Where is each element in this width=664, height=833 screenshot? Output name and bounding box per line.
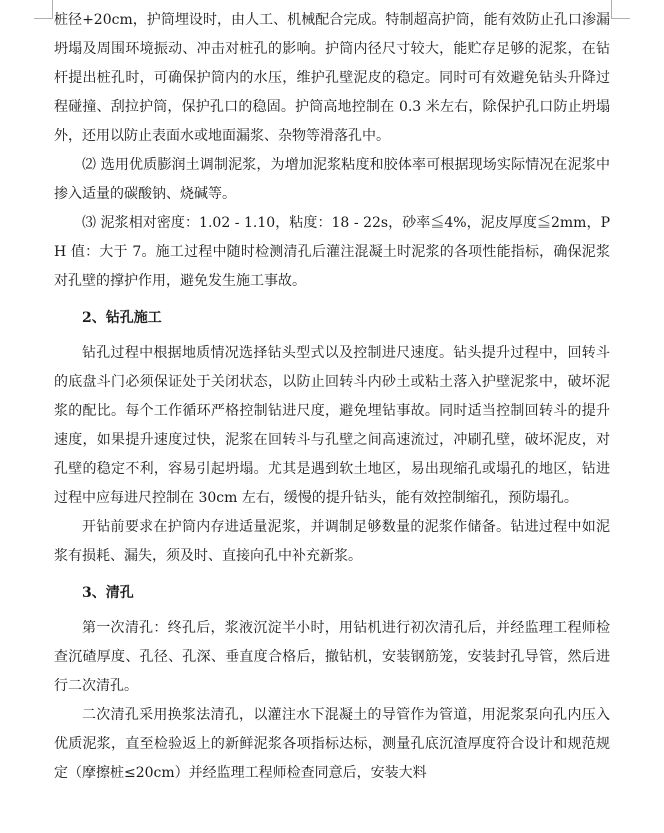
page-corner-mark-left bbox=[34, 0, 53, 19]
paragraph-bentonite-mud: ⑵ 选用优质膨润土调制泥浆，为增加泥浆粘度和胶体率可根据现场实际情况在泥浆中掺入适量的碳酸钠、烧碱等。 bbox=[54, 157, 610, 202]
section-heading-hole-cleaning: 3、清孔 bbox=[82, 585, 134, 601]
paragraph-mud-parameters: ⑶ 泥浆相对密度：1.02 - 1.10，粘度：18 - 22s，砂率≦4%，泥皮厚度≦2mm，PH 值：大于 7。施工过程中随时检测清孔后灌注混凝土时泥浆的各项性能指标，确保泥浆对孔壁的撑护作用，避免发生施工事故。 bbox=[54, 215, 610, 289]
paragraph-mud-reserve: 开钻前要求在护筒内存进适量泥浆，并调制足够数量的泥浆作储备。钻进过程中如泥浆有损耗、漏失，须及时、直接向孔中补充新浆。 bbox=[54, 519, 610, 564]
paragraph-second-cleaning: 二次清孔采用换浆法清孔，以灌注水下混凝土的导管作为管道，用泥浆泵向孔内压入优质泥浆，直至检验返上的新鲜泥浆各项指标达标，测量孔底沉渣厚度符合设计和规范规定（摩擦桩≤20cm）并经监理工程师检查同意后，安装大料 bbox=[54, 707, 610, 781]
paragraph-casing-installation: 桩径+20cm，护筒埋设时，由人工、机械配合完成。特制超高护筒，能有效防止孔口渗漏坍塌及周围环境振动、冲击对桩孔的影响。护筒内径尺寸较大，能贮存足够的泥浆，在钻杆提出桩孔时，可确保护筒内的水压，维护孔壁泥皮的稳定。同时可有效避免钻头升降过程碰撞、刮拉护筒，保护孔口的稳固。护筒高地控制在 0.3 米左右，除保护孔口防止坍塌外，还用以防止表面水或地面漏浆、杂物等滑落孔中。 bbox=[54, 12, 610, 144]
section-heading-drilling: 2、钻孔施工 bbox=[82, 310, 162, 326]
paragraph-drilling-process: 钻孔过程中根据地质情况选择钻头型式以及控制进尺速度。钻头提升过程中，回转斗的底盘斗门必须保证处于关闭状态，以防止回转斗内砂土或粘土落入护壁泥浆中，破坏泥浆的配比。每个工作循环严格控制钻进尺度，避免埋钻事故。同时适当控制回转斗的提升速度，如果提升速度过快，泥浆在回转斗与孔壁之间高速流过，冲刷孔壁，破坏泥皮，对孔壁的稳定不利，容易引起坍塌。尤其是遇到软土地区，易出现缩孔或塌孔的地区，钻进过程中应每进尺控制在 30cm 左右，缓慢的提升钻头，能有效控制缩孔，预防塌孔。 bbox=[54, 345, 610, 506]
document-body bbox=[54, 6, 610, 788]
paragraph-first-cleaning: 第一次清孔：终孔后，浆液沉淀半小时，用钻机进行初次清孔后，并经监理工程师检查沉碴厚度、孔径、孔深、垂直度合格后，撤钻机，安装钢筋笼，安装封孔导管，然后进行二次清孔。 bbox=[54, 620, 610, 694]
page-corner-mark-right bbox=[611, 0, 630, 19]
